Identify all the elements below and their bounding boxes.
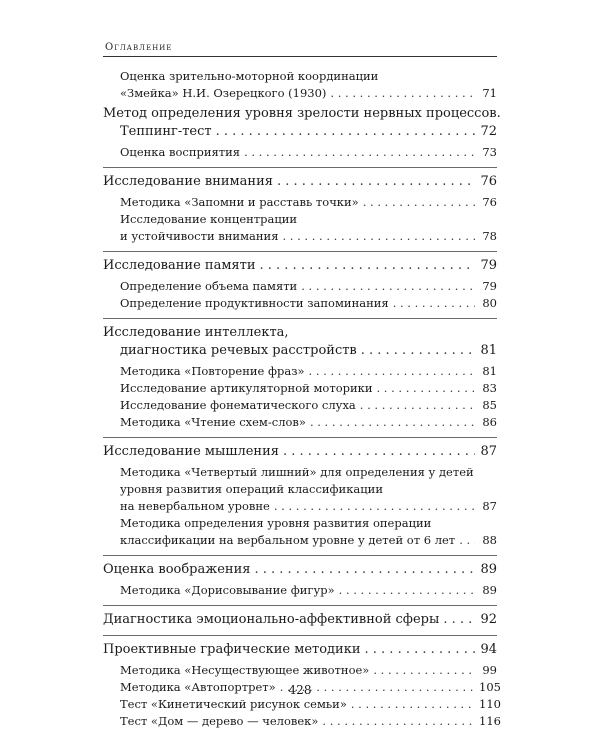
toc-entry-title: Оценка восприятия: [120, 145, 241, 159]
toc-entry[interactable]: [103, 194, 497, 211]
leader-dots: [244, 144, 475, 161]
section-divider: [103, 167, 497, 168]
leader-dots: [339, 582, 475, 599]
leader-dots: [254, 561, 475, 579]
toc-page-number: 89: [480, 562, 497, 577]
toc-entry-line: Исследование концентрации: [120, 212, 298, 226]
leader-dots: [393, 295, 475, 312]
running-header: Оглавление: [105, 42, 173, 53]
toc-page-number: 87: [482, 499, 497, 513]
toc-entry[interactable]: [103, 173, 497, 191]
leader-dots: [373, 662, 475, 679]
toc-entry[interactable]: [103, 713, 501, 730]
toc-entry[interactable]: [103, 144, 497, 161]
toc-page-number: 78: [482, 229, 497, 243]
page-number: 428: [288, 683, 312, 697]
toc-entry-line: Метод определения уровня зрелости нервных процессов.: [103, 106, 501, 121]
toc-page-number: 79: [482, 279, 497, 293]
leader-dots: [443, 611, 475, 629]
toc-entry[interactable]: [103, 532, 497, 549]
toc-entry[interactable]: [103, 342, 497, 360]
toc-entry[interactable]: [103, 414, 497, 431]
toc-entry-title: Исследование артикуляторной моторики: [120, 381, 373, 395]
toc-entry[interactable]: [103, 295, 497, 312]
toc-entry-line: Исследование интеллекта,: [103, 325, 289, 340]
table-of-contents: [103, 68, 501, 730]
toc-entry[interactable]: [103, 397, 497, 414]
toc-page-number: 86: [482, 415, 497, 429]
toc-page-number: 85: [482, 398, 497, 412]
leader-dots: [365, 641, 475, 659]
header-rule: [103, 56, 497, 57]
toc-entry-title: классификации на вербальном уровне у детей от 6 лет: [120, 533, 456, 547]
leader-dots: [360, 397, 475, 414]
section-divider: [103, 605, 497, 606]
leader-dots: [363, 194, 475, 211]
toc-entry[interactable]: [103, 662, 497, 679]
toc-entry[interactable]: [103, 443, 497, 461]
toc-entry[interactable]: [103, 641, 497, 659]
toc-entry-title: Теппинг-тест: [120, 124, 212, 139]
toc-entry-title: Исследование памяти: [103, 258, 256, 273]
toc-entry[interactable]: [103, 278, 497, 295]
toc-entry[interactable]: [103, 123, 497, 141]
toc-entry[interactable]: [103, 228, 497, 245]
toc-entry[interactable]: [103, 611, 497, 629]
leader-dots: [301, 278, 475, 295]
leader-dots: [282, 228, 475, 245]
toc-entry[interactable]: [103, 582, 497, 599]
leader-dots: [277, 173, 475, 191]
toc-page-number: 99: [482, 663, 497, 677]
toc-entry[interactable]: [103, 696, 501, 713]
toc-entry-title: Определение продуктивности запоминания: [120, 296, 389, 310]
toc-page-number: 71: [482, 86, 497, 100]
toc-entry-title: на невербальном уровне: [120, 499, 270, 513]
toc-page-number: 79: [480, 258, 497, 273]
toc-page-number: 81: [480, 343, 497, 358]
toc-entry[interactable]: [103, 498, 497, 515]
leader-dots: [322, 713, 475, 730]
leader-dots: [361, 342, 475, 360]
toc-entry[interactable]: [103, 363, 497, 380]
toc-entry-title: «Змейка» Н.И. Озерецкого (1930): [120, 86, 327, 100]
leader-dots: [459, 532, 475, 549]
toc-entry-title: Методика «Дорисовывание фигур»: [120, 583, 335, 597]
toc-page-number: 80: [482, 296, 497, 310]
toc-entry[interactable]: [103, 380, 497, 397]
toc-entry-title: Методика «Автопортрет»: [120, 680, 276, 694]
toc-page-number: 73: [482, 145, 497, 159]
toc-page-number: 94: [480, 642, 497, 657]
leader-dots: [216, 123, 475, 141]
toc-page-number: 92: [480, 612, 497, 627]
toc-entry-title: Методика «Чтение схем-слов»: [120, 415, 306, 429]
toc-page-number: 89: [482, 583, 497, 597]
toc-page-number: 76: [480, 174, 497, 189]
toc-entry-title: Исследование мышления: [103, 444, 279, 459]
section-divider: [103, 437, 497, 438]
toc-entry-line: Оценка зрительно-моторной координации: [120, 69, 379, 83]
toc-page-number: 116: [479, 714, 501, 728]
toc-entry-line: уровня развития операций классификации: [120, 482, 383, 496]
toc-entry-title: Проективные графические методики: [103, 642, 361, 657]
section-divider: [103, 635, 497, 636]
toc-page-number: 110: [479, 697, 501, 711]
toc-entry[interactable]: [103, 85, 497, 102]
section-divider: [103, 555, 497, 556]
toc-entry-title: Исследование внимания: [103, 174, 273, 189]
toc-page-number: 76: [482, 195, 497, 209]
toc-entry-title: диагностика речевых расстройств: [120, 343, 357, 358]
toc-entry-title: Оценка воображения: [103, 562, 251, 577]
toc-entry-line: Методика определения уровня развития операции: [120, 516, 432, 530]
toc-page-number: 88: [482, 533, 497, 547]
toc-page-number: 72: [480, 124, 497, 139]
leader-dots: [351, 696, 475, 713]
leader-dots: [260, 257, 476, 275]
leader-dots: [274, 498, 475, 515]
leader-dots: [309, 363, 475, 380]
toc-entry-title: Диагностика эмоционально-аффективной сферы: [103, 612, 440, 627]
toc-entry-title: Методика «Повторение фраз»: [120, 364, 305, 378]
toc-entry-title: Тест «Дом — дерево — человек»: [120, 714, 319, 728]
toc-entry-title: Исследование фонематического слуха: [120, 398, 356, 412]
leader-dots: [330, 85, 475, 102]
toc-entry-title: Тест «Кинетический рисунок семьи»: [120, 697, 347, 711]
toc-entry-title: Методика «Несуществующее животное»: [120, 663, 370, 677]
toc-page-number: 81: [482, 364, 497, 378]
section-divider: [103, 318, 497, 319]
toc-entry[interactable]: [103, 561, 497, 579]
leader-dots: [310, 414, 475, 431]
toc-page-number: 87: [480, 444, 497, 459]
toc-entry-title: и устойчивости внимания: [120, 229, 279, 243]
toc-entry-line: Методика «Четвертый лишний» для определения у детей: [120, 465, 474, 479]
toc-page-number: 105: [479, 680, 501, 694]
leader-dots: [283, 443, 475, 461]
leader-dots: [377, 380, 476, 397]
section-divider: [103, 251, 497, 252]
toc-entry-title: Методика «Запомни и расставь точки»: [120, 195, 359, 209]
toc-entry[interactable]: [103, 257, 497, 275]
toc-entry-title: Определение объема памяти: [120, 279, 298, 293]
toc-page-number: 83: [482, 381, 497, 395]
